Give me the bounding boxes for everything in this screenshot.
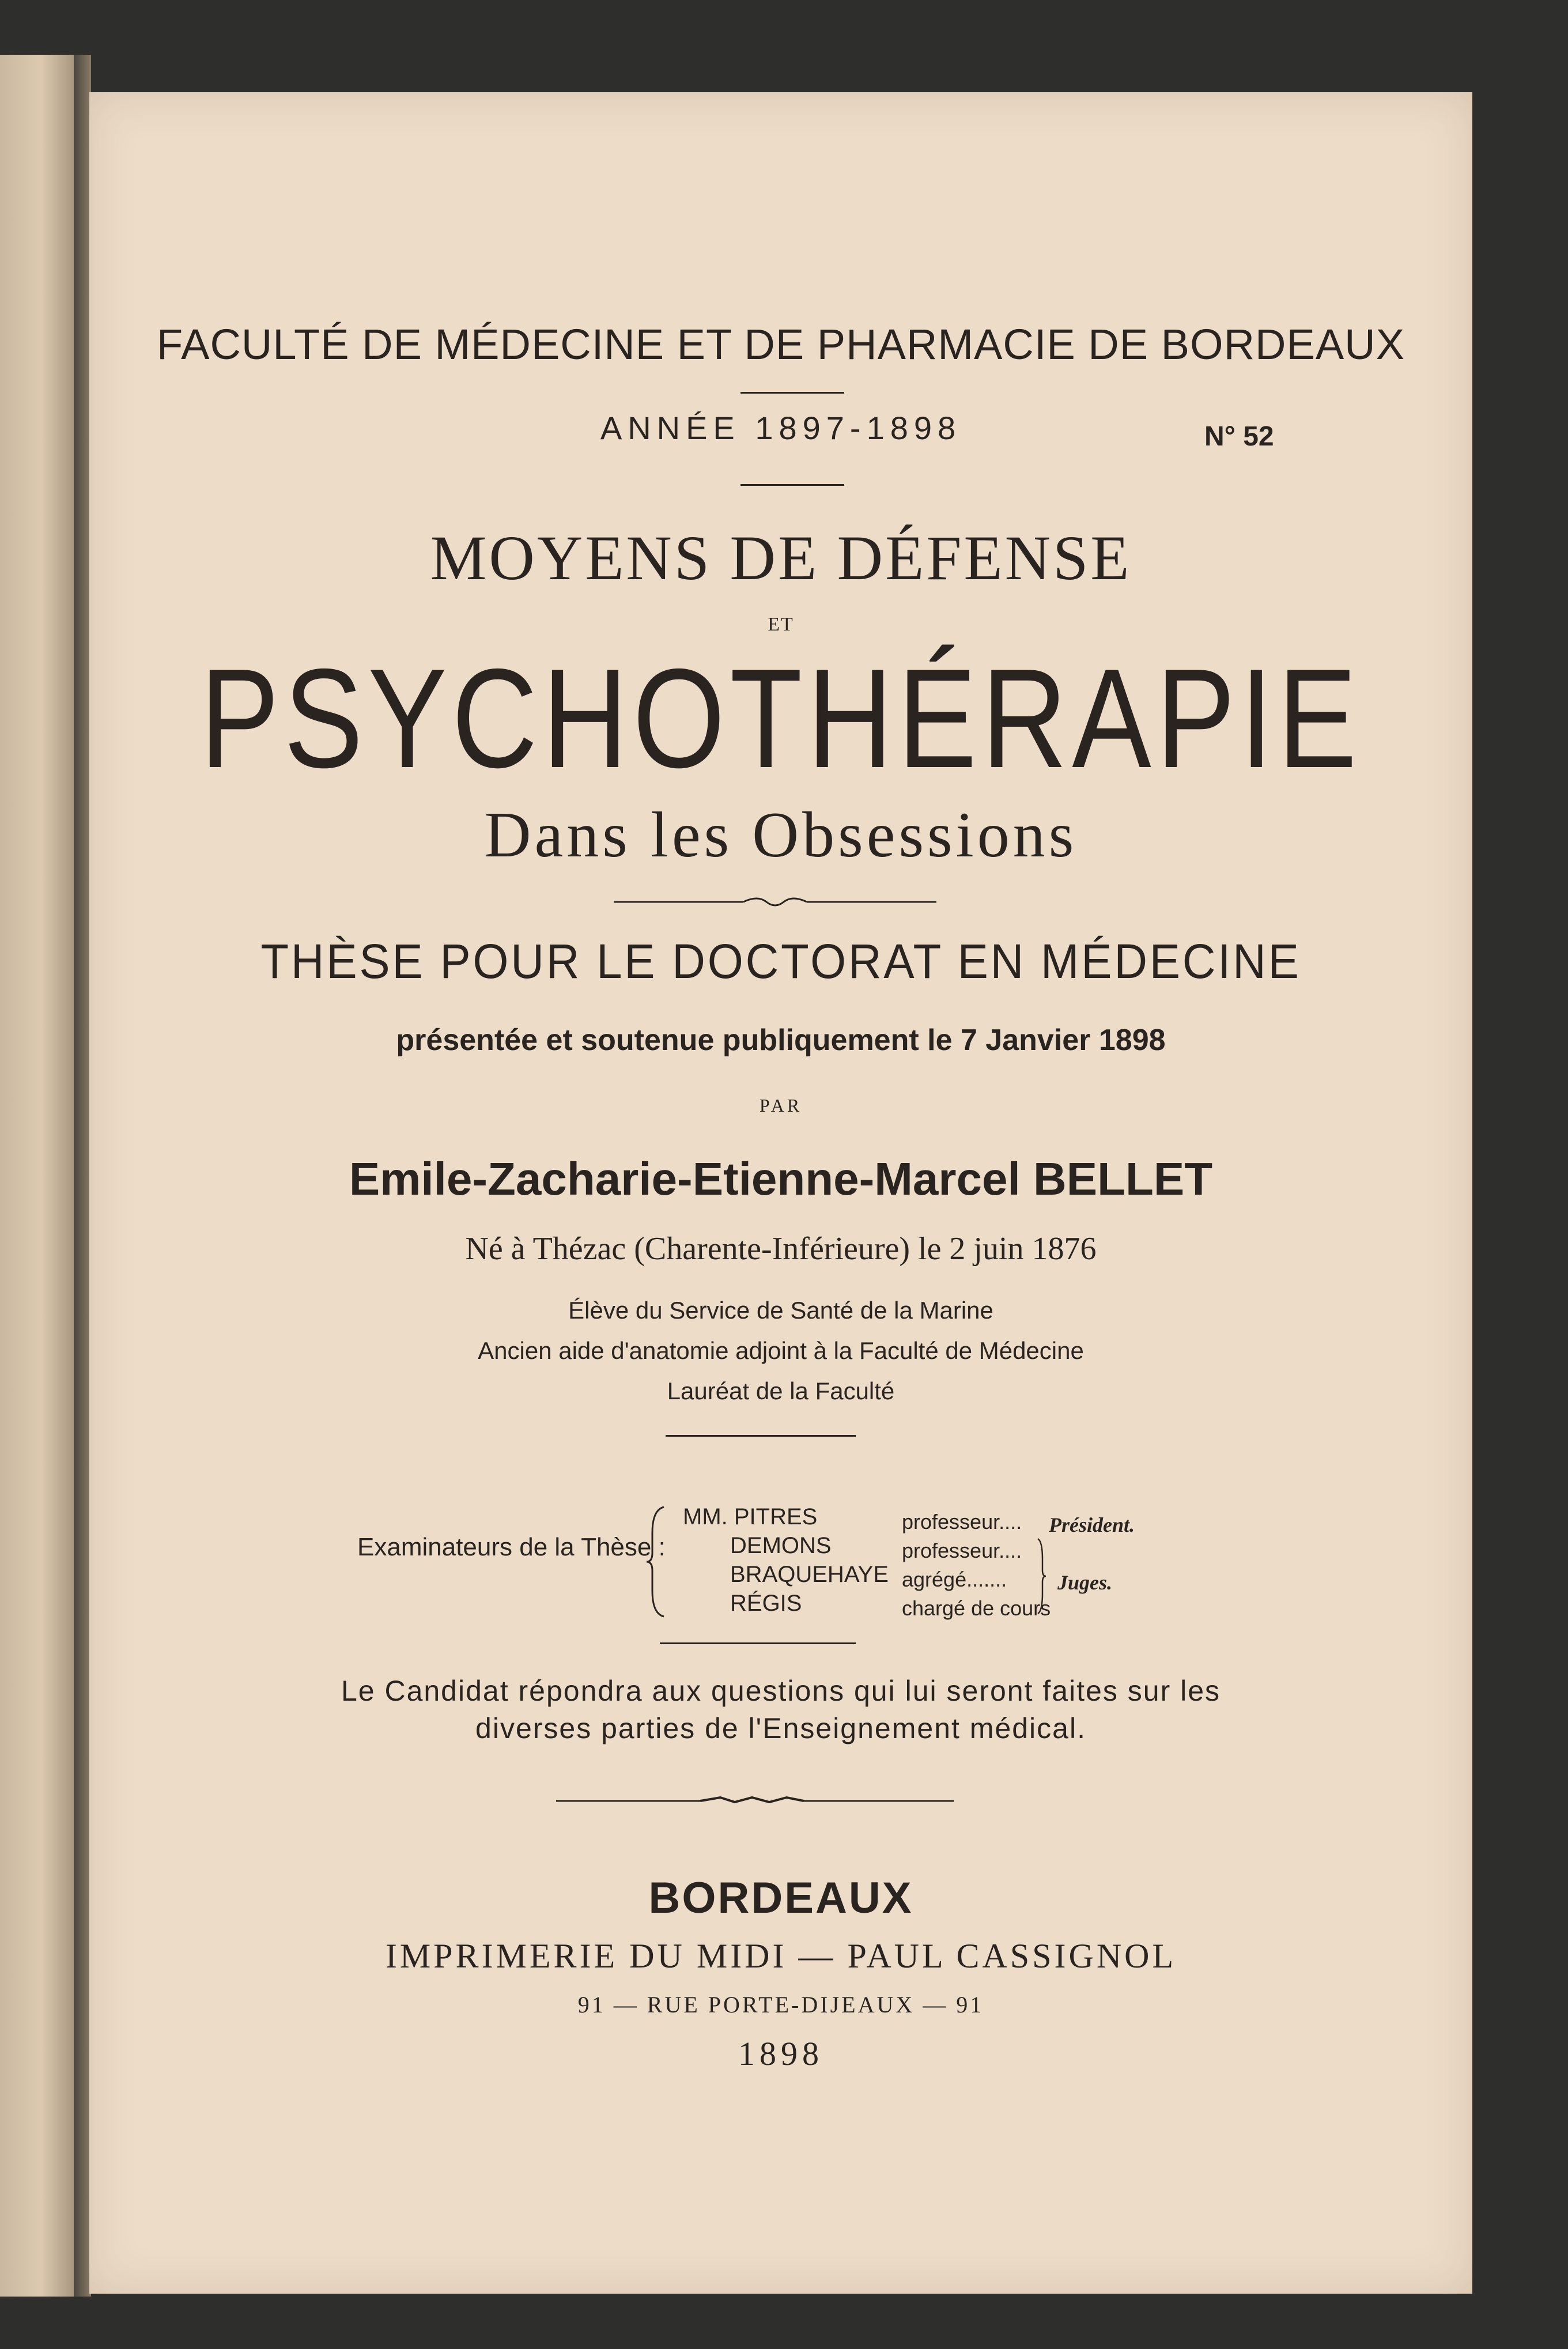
presentation-line: présentée et soutenue publiquement le 7 Janvier 1898 [396,1024,1166,1057]
author-title-2: Ancien aide d'anatomie adjoint à la Faculté de Médecine [478,1337,1084,1364]
examiner-name-1: MM. PITRES [683,1504,818,1530]
author-name: Emile-Zacharie-Etienne-Marcel BELLET [349,1153,1213,1204]
author-birth: Né à Thézac (Charente-Inférieure) le 2 juin 1876 [465,1231,1097,1267]
imprint-printer: IMPRIMERIE DU MIDI — PAUL CASSIGNOL [385,1937,1177,1975]
thesis-number: N° 52 [1204,421,1274,452]
judges-brace [1036,1536,1047,1617]
examiner-role-4: chargé de cours [902,1596,1051,1620]
examiner-role-2: professeur.... [902,1539,1022,1562]
examiner-role-1: professeur.... [902,1510,1022,1534]
examiners-brace [645,1504,668,1619]
ornamental-rule-2 [556,1789,954,1812]
author-rule [666,1435,856,1437]
title-line1: MOYENS DE DÉFENSE [430,523,1132,593]
par-label: PAR [759,1095,803,1116]
president-label: Président. [1049,1513,1135,1536]
facing-page-edge [0,55,74,2297]
ornamental-rule-1 [614,890,936,913]
notice-line2: diverses parties de l'Enseignement médical. [475,1712,1086,1744]
title-page [89,92,1472,2294]
imprint-year: 1898 [738,2035,823,2072]
subtitle: Dans les Obsessions [484,799,1078,871]
book-gutter [74,55,91,2297]
examiner-name-4: RÉGIS [730,1591,802,1616]
academic-year: ANNÉE 1897-1898 [600,410,962,446]
header-rule-bottom [740,484,844,486]
thesis-heading: THÈSE POUR LE DOCTORAT EN MÉDECINE [260,934,1301,988]
examiners-label: Examinateurs de la Thèse : [357,1533,666,1561]
author-title-3: Lauréat de la Faculté [667,1377,895,1404]
title-conjunction: ET [768,614,794,635]
imprint-address: 91 — RUE PORTE-DIJEAUX — 91 [577,1992,984,2018]
author-title-1: Élève du Service de Santé de la Marine [568,1297,993,1324]
header-rule-top [740,392,844,394]
examiner-role-3: agrégé....... [902,1568,1007,1591]
notice-line1: Le Candidat répondra aux questions qui lui seront faites sur les [341,1675,1221,1707]
examiner-name-2: DEMONS [730,1533,832,1558]
examiners-rule [660,1642,856,1644]
faculty-heading: FACULTÉ DE MÉDECINE ET DE PHARMACIE DE BORDEAUX [157,320,1405,368]
imprint-city: BORDEAUX [648,1874,913,1923]
judges-label: Juges. [1057,1571,1113,1594]
examiner-name-3: BRAQUEHAYE [730,1562,889,1587]
main-title: PSYCHOTHÉRAPIE [200,639,1362,797]
